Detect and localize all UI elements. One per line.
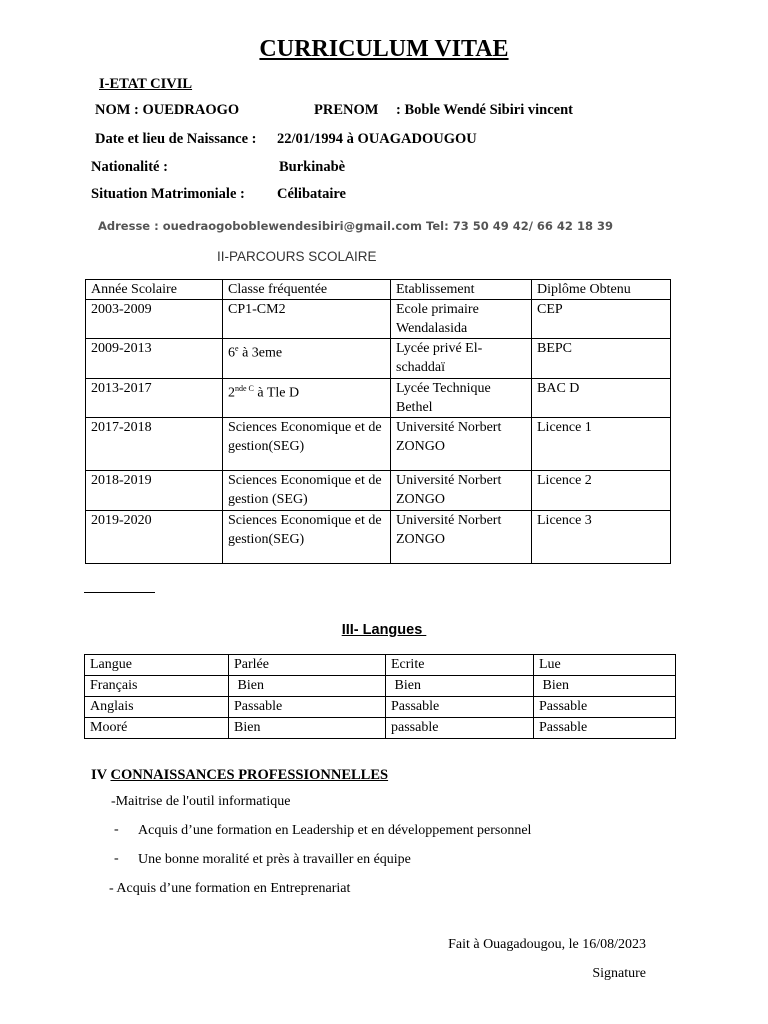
- table-cell: 2009-2013: [86, 339, 223, 379]
- table-cell: Passable: [534, 697, 676, 718]
- table-cell: Français: [85, 676, 229, 697]
- table-cell: CEP: [532, 300, 671, 339]
- list-item: Une bonne moralité et près à travailler en équipe: [138, 852, 411, 867]
- table-cell: Bien: [229, 676, 386, 697]
- classe-value: 6: [228, 345, 235, 361]
- table-cell: 2019-2020: [86, 511, 223, 564]
- page-title: CURRICULUM VITAE: [259, 36, 509, 62]
- list-item: -Maitrise de l'outil informatique: [111, 794, 291, 809]
- classe-rest: à 3eme: [238, 345, 283, 361]
- naissance-label: Date et lieu de Naissance :: [95, 131, 257, 147]
- table-cell: CP1-CM2: [223, 300, 391, 339]
- situation-value: Célibataire: [277, 186, 346, 202]
- table-row: [86, 300, 671, 339]
- table-cell: Bien: [229, 718, 386, 739]
- nom-label: NOM : OUEDRAOGO: [95, 102, 240, 118]
- header-cell: Etablissement: [391, 280, 532, 300]
- prenom-value: : Boble Wendé Sibiri vincent: [396, 102, 573, 118]
- table-header-row: [85, 655, 676, 676]
- table-row: [85, 676, 676, 697]
- table-cell: [223, 339, 391, 379]
- nationalite-label: Nationalité :: [91, 159, 168, 175]
- situation-label: Situation Matrimoniale :: [91, 186, 245, 202]
- table-cell: Licence 1: [532, 418, 671, 471]
- list-item: Acquis d’une formation en Leadership et en développement personnel: [138, 823, 532, 838]
- table-cell: Passable: [229, 697, 386, 718]
- header-cell: Année Scolaire: [86, 280, 223, 300]
- table-cell: Lycée privé El-schaddaï: [391, 339, 532, 379]
- table-row: [86, 418, 671, 471]
- bullet-dash: -: [114, 851, 119, 866]
- table-row: [85, 718, 676, 739]
- table-row: [85, 697, 676, 718]
- header-cell: Parlée: [229, 655, 386, 676]
- classe-superscript: e: [235, 344, 239, 353]
- section-etat-civil-heading: I-ETAT CIVIL: [99, 76, 193, 92]
- table-cell: Université Norbert ZONGO: [391, 511, 532, 564]
- table-cell: Sciences Economique et de gestion(SEG): [223, 511, 391, 564]
- naissance-value: 22/01/1994 à OUAGADOUGOU: [277, 131, 477, 147]
- table-cell: Passable: [534, 718, 676, 739]
- table-cell: 2017-2018: [86, 418, 223, 471]
- header-cell: Lue: [534, 655, 676, 676]
- table-row: [86, 339, 671, 379]
- section-langues-heading: III- Langues: [341, 622, 427, 638]
- header-cell: Classe fréquentée: [223, 280, 391, 300]
- table-cell: Mooré: [85, 718, 229, 739]
- table-cell: Lycée Technique Bethel: [391, 379, 532, 418]
- bullet-dash: -: [114, 822, 119, 837]
- table-cell: Sciences Economique et de gestion(SEG): [223, 418, 391, 471]
- section-number: IV: [91, 767, 111, 783]
- table-cell: Sciences Economique et de gestion (SEG): [223, 471, 391, 511]
- table-cell: Licence 3: [532, 511, 671, 564]
- header-cell: Langue: [85, 655, 229, 676]
- table-cell: Anglais: [85, 697, 229, 718]
- section-title: CONNAISSANCES PROFESSIONNELLES: [110, 767, 389, 783]
- header-cell: Ecrite: [386, 655, 534, 676]
- list-item: - Acquis d’une formation en Entreprenariat: [109, 881, 351, 896]
- table-cell: Licence 2: [532, 471, 671, 511]
- table-cell: Bien: [386, 676, 534, 697]
- table-header-row: [86, 280, 671, 300]
- nationalite-value: Burkinabè: [279, 159, 346, 175]
- table-cell: Ecole primaire Wendalasida: [391, 300, 532, 339]
- table-cell: 2018-2019: [86, 471, 223, 511]
- table-cell: BEPC: [532, 339, 671, 379]
- signature-label: Signature: [592, 966, 646, 981]
- table-cell: 2003-2009: [86, 300, 223, 339]
- header-cell: Diplôme Obtenu: [532, 280, 671, 300]
- divider: [84, 592, 155, 593]
- fait-a-line: Fait à Ouagadougou, le 16/08/2023: [448, 937, 646, 952]
- classe-rest: à Tle D: [253, 385, 300, 401]
- table-row: [86, 511, 671, 564]
- table-cell: BAC D: [532, 379, 671, 418]
- table-cell: passable: [386, 718, 534, 739]
- table-cell: 2013-2017: [86, 379, 223, 418]
- prenom-label: PRENOM: [314, 102, 379, 118]
- table-row: [86, 471, 671, 511]
- section-connaissances-heading: [91, 767, 388, 784]
- table-cell: Passable: [386, 697, 534, 718]
- langues-table: [84, 654, 676, 739]
- adresse-line: Adresse : ouedraogoboblewendesibiri@gmail.com Tel: 73 50 49 42/ 66 42 18 39: [98, 219, 613, 233]
- classe-value: 2: [228, 385, 235, 401]
- section-parcours-heading: II-PARCOURS SCOLAIRE: [217, 249, 377, 264]
- table-cell: Bien: [534, 676, 676, 697]
- table-cell: Université Norbert ZONGO: [391, 471, 532, 511]
- parcours-table: [85, 279, 671, 564]
- table-cell: [223, 379, 391, 418]
- table-row: [86, 379, 671, 418]
- table-cell: Université Norbert ZONGO: [391, 418, 532, 471]
- classe-superscript: nde C: [235, 384, 254, 393]
